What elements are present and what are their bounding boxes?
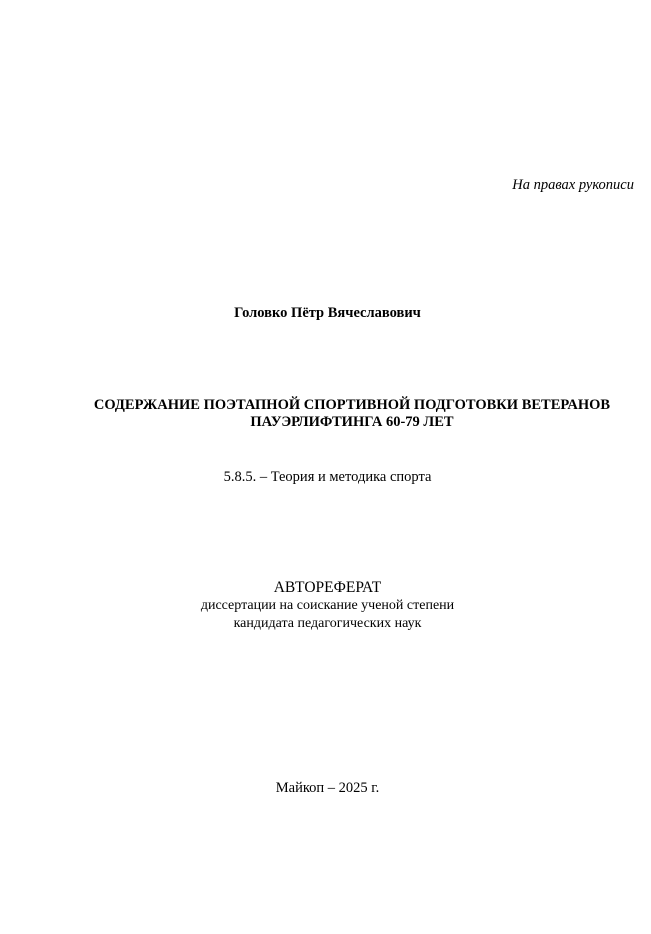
document-type: АВТОРЕФЕРАТ [273, 579, 382, 596]
dissertation-description: диссертации на соискание ученой степени [200, 598, 455, 613]
manuscript-note: На правах рукописи [512, 177, 634, 193]
degree-description: кандидата педагогических наук [233, 616, 422, 631]
title-line-1: СОДЕРЖАНИЕ ПОЭТАПНОЙ СПОРТИВНОЙ ПОДГОТОВКИ ВЕТЕРАНОВ [93, 397, 611, 413]
dissertation-title [0, 397, 651, 431]
author-name: Головко Пётр Вячеславович [234, 305, 421, 321]
city-year: Майкоп – 2025 г. [275, 780, 380, 796]
specialty-code: 5.8.5. – Теория и методика спорта [223, 469, 432, 485]
title-line-2: ПАУЭРЛИФТИНГА 60-79 ЛЕТ [250, 414, 454, 430]
